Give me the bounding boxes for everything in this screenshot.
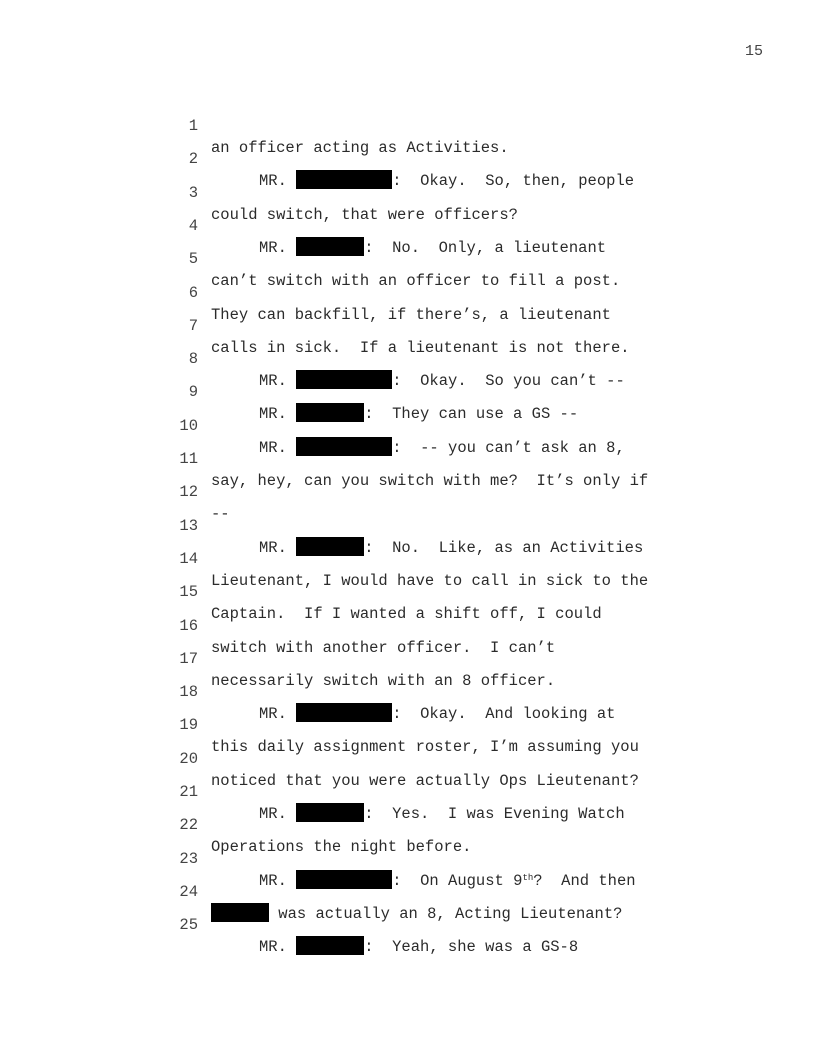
line-text: They can backfill, if there’s, a lieutenant <box>211 305 611 324</box>
line-text: : No. Only, a lieutenant <box>364 238 607 257</box>
speaker-line <box>211 936 578 958</box>
transcript-line <box>0 226 816 291</box>
line-number: 3 <box>188 183 198 202</box>
line-text: : -- you can’t ask an 8, <box>392 438 625 457</box>
transcript-line <box>0 826 816 890</box>
line-number: 7 <box>188 316 198 335</box>
line-text: switch with another officer. I can’t <box>211 638 556 657</box>
speaker-prefix: MR. <box>259 871 297 890</box>
line-number: 24 <box>179 882 198 901</box>
line-number: 1 <box>188 117 198 135</box>
transcript-line <box>0 160 816 224</box>
transcript-line <box>0 792 816 857</box>
speaker-prefix: MR. <box>259 438 297 457</box>
transcript-line <box>0 293 816 357</box>
ordinal-suffix: th <box>522 872 534 883</box>
transcript-line <box>0 193 816 257</box>
line-number: 17 <box>179 649 198 668</box>
line-text: : Okay. So, then, people <box>392 172 635 191</box>
transcript-line <box>0 326 816 391</box>
line-number: 20 <box>179 749 198 768</box>
transcript-line <box>0 459 816 524</box>
line-text: : On August 9 <box>392 871 523 890</box>
line-text: calls in sick. If a lieutenant is not there. <box>211 338 630 357</box>
line-number: 2 <box>188 150 198 169</box>
transcript-line <box>0 859 816 923</box>
line-number: 6 <box>188 283 198 302</box>
transcript-line <box>0 93 816 157</box>
line-text: necessarily switch with an 8 officer. <box>211 671 556 690</box>
speaker-prefix: MR. <box>259 372 297 391</box>
line-number: 25 <box>179 916 198 935</box>
line-number: 16 <box>179 616 198 635</box>
line-number: 11 <box>179 450 198 468</box>
line-text: : They can use a GS -- <box>364 405 579 424</box>
line-number: 23 <box>179 849 198 868</box>
line-text: : Okay. And looking at <box>392 705 616 724</box>
transcript-line <box>0 626 816 690</box>
line-number: 10 <box>179 416 198 435</box>
line-text: Lieutenant, I would have to call in sick to the <box>211 571 649 590</box>
transcript-line <box>0 426 816 490</box>
transcript-line <box>0 593 816 657</box>
line-text: this daily assignment roster, I’m assuming you <box>211 738 639 757</box>
speaker-prefix: MR. <box>259 538 297 557</box>
speaker-prefix: MR. <box>259 238 297 257</box>
line-text: was actually an 8, Acting Lieutenant? <box>269 904 623 923</box>
speaker-prefix: MR. <box>259 172 297 191</box>
line-number: 18 <box>179 683 198 702</box>
line-text: : No. Like, as an Activities <box>364 538 644 557</box>
transcript-line <box>0 759 816 823</box>
line-text: Captain. If I wanted a shift off, I could <box>211 605 602 624</box>
line-number: 4 <box>188 216 198 235</box>
speaker-prefix: MR. <box>259 938 297 957</box>
line-number: 19 <box>179 716 198 735</box>
line-text: : Yes. I was Evening Watch <box>364 805 625 823</box>
speaker-prefix: MR. <box>259 805 297 823</box>
transcript-line <box>0 659 816 724</box>
line-text: an officer acting as Activities. <box>211 139 509 157</box>
line-text: Operations the night before. <box>211 838 472 857</box>
page-number: 15 <box>744 43 763 60</box>
transcript-line <box>0 559 816 624</box>
line-number: 5 <box>188 250 198 269</box>
transcript-line <box>0 126 816 191</box>
line-text: could switch, that were officers? <box>211 205 518 224</box>
transcript-line <box>0 393 816 457</box>
line-text: noticed that you were actually Ops Lieutenant? <box>211 771 639 790</box>
transcript-line <box>0 892 816 957</box>
line-number: 15 <box>179 583 198 602</box>
transcript-line <box>0 726 816 790</box>
line-number: 22 <box>179 816 198 835</box>
redaction-box <box>296 936 364 955</box>
line-number: 9 <box>188 383 198 402</box>
transcript-line <box>0 526 816 590</box>
line-number: 21 <box>179 783 198 801</box>
speaker-prefix: MR. <box>259 705 297 724</box>
line-number: 8 <box>188 350 198 369</box>
line-text: -- <box>211 505 230 524</box>
line-number: 13 <box>179 516 198 535</box>
line-text: ? And then <box>533 871 636 890</box>
line-number: 14 <box>179 549 198 568</box>
speaker-prefix: MR. <box>259 405 297 424</box>
line-text: : Okay. So you can’t -- <box>392 372 625 391</box>
transcript-line <box>0 260 816 324</box>
line-text: : Yeah, she was a GS-8 <box>364 938 579 957</box>
line-text: can’t switch with an officer to fill a post. <box>211 272 621 291</box>
line-text: say, hey, can you switch with me? It’s only if <box>211 472 649 490</box>
line-number: 12 <box>179 483 198 502</box>
transcript-line <box>0 493 816 557</box>
